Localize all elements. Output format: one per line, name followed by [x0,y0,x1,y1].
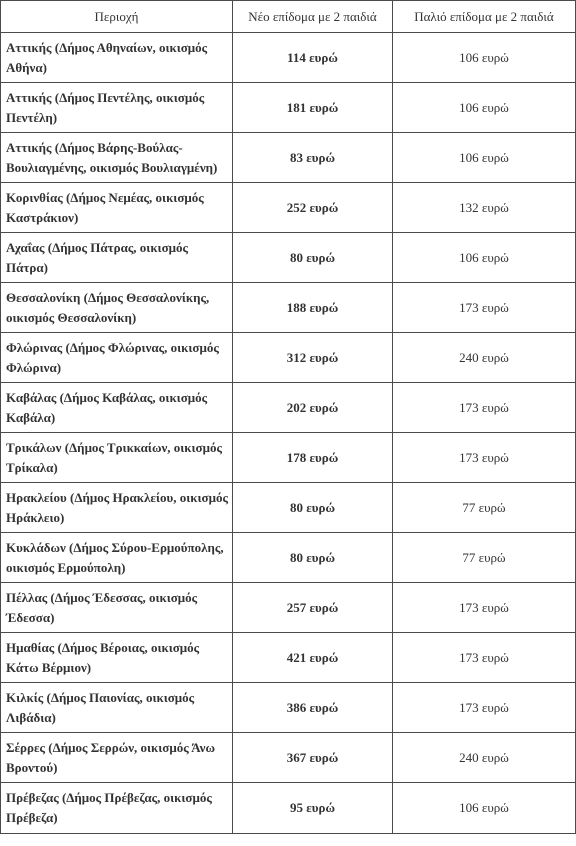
region-cell: Κορινθίας (Δήμος Νεμέας, οικισμός Καστράκιον) [1,183,233,233]
column-header-old-benefit: Παλιό επίδομα με 2 παιδιά [393,1,576,33]
old-benefit-cell: 77 ευρώ [393,483,576,533]
new-benefit-cell: 386 ευρώ [233,683,393,733]
region-cell: Θεσσαλονίκη (Δήμος Θεσσαλονίκης, οικισμός Θεσσαλονίκη) [1,283,233,333]
region-cell: Κυκλάδων (Δήμος Σύρου-Ερμούπολης, οικισμός Ερμούπολη) [1,533,233,583]
region-cell: Αχαΐας (Δήμος Πάτρας, οικισμός Πάτρα) [1,233,233,283]
region-cell: Πρέβεζας (Δήμος Πρέβεζας, οικισμός Πρέβεζα) [1,783,233,834]
region-cell: Αττικής (Δήμος Αθηναίων, οικισμός Αθήνα) [1,33,233,83]
old-benefit-cell: 106 ευρώ [393,33,576,83]
new-benefit-cell: 178 ευρώ [233,433,393,483]
new-benefit-cell: 80 ευρώ [233,483,393,533]
region-cell: Καβάλας (Δήμος Καβάλας, οικισμός Καβάλα) [1,383,233,433]
table-header-row [1,1,576,33]
region-cell: Τρικάλων (Δήμος Τρικκαίων, οικισμός Τρίκαλα) [1,433,233,483]
table-row [1,483,576,533]
table-row [1,683,576,733]
column-header-region: Περιοχή [1,1,233,33]
old-benefit-cell: 132 ευρώ [393,183,576,233]
old-benefit-cell: 77 ευρώ [393,533,576,583]
old-benefit-cell: 173 ευρώ [393,583,576,633]
table-row [1,183,576,233]
table-row [1,383,576,433]
region-cell: Πέλλας (Δήμος Έδεσσας, οικισμός Έδεσσα) [1,583,233,633]
region-cell: Φλώρινας (Δήμος Φλώρινας, οικισμός Φλώρινα) [1,333,233,383]
table-row [1,233,576,283]
new-benefit-cell: 312 ευρώ [233,333,393,383]
region-cell: Ημαθίας (Δήμος Βέροιας, οικισμός Κάτω Βέρμιον) [1,633,233,683]
region-cell: Αττικής (Δήμος Βάρης-Βούλας-Βουλιαγμένης, οικισμός Βουλιαγμένη) [1,133,233,183]
new-benefit-cell: 367 ευρώ [233,733,393,783]
new-benefit-cell: 202 ευρώ [233,383,393,433]
table-row [1,133,576,183]
table-row [1,333,576,383]
new-benefit-cell: 114 ευρώ [233,33,393,83]
column-header-new-benefit: Νέο επίδομα με 2 παιδιά [233,1,393,33]
table-row [1,33,576,83]
table-row [1,283,576,333]
old-benefit-cell: 106 ευρώ [393,83,576,133]
old-benefit-cell: 173 ευρώ [393,383,576,433]
old-benefit-cell: 240 ευρώ [393,333,576,383]
table-row [1,733,576,783]
table-row [1,583,576,633]
table-row [1,83,576,133]
table-row [1,633,576,683]
new-benefit-cell: 80 ευρώ [233,533,393,583]
old-benefit-cell: 173 ευρώ [393,683,576,733]
new-benefit-cell: 95 ευρώ [233,783,393,834]
old-benefit-cell: 106 ευρώ [393,783,576,834]
new-benefit-cell: 257 ευρώ [233,583,393,633]
new-benefit-cell: 80 ευρώ [233,233,393,283]
region-cell: Ηρακλείου (Δήμος Ηρακλείου, οικισμός Ηράκλειο) [1,483,233,533]
region-cell: Σέρρες (Δήμος Σερρών, οικισμός Άνω Βροντού) [1,733,233,783]
old-benefit-cell: 173 ευρώ [393,433,576,483]
old-benefit-cell: 240 ευρώ [393,733,576,783]
new-benefit-cell: 83 ευρώ [233,133,393,183]
old-benefit-cell: 173 ευρώ [393,283,576,333]
table-row [1,783,576,834]
new-benefit-cell: 181 ευρώ [233,83,393,133]
old-benefit-cell: 173 ευρώ [393,633,576,683]
new-benefit-cell: 188 ευρώ [233,283,393,333]
table-row [1,533,576,583]
table-row [1,433,576,483]
old-benefit-cell: 106 ευρώ [393,233,576,283]
region-cell: Κιλκίς (Δήμος Παιονίας, οικισμός Λιβάδια) [1,683,233,733]
new-benefit-cell: 421 ευρώ [233,633,393,683]
new-benefit-cell: 252 ευρώ [233,183,393,233]
old-benefit-cell: 106 ευρώ [393,133,576,183]
region-cell: Αττικής (Δήμος Πεντέλης, οικισμός Πεντέλη) [1,83,233,133]
